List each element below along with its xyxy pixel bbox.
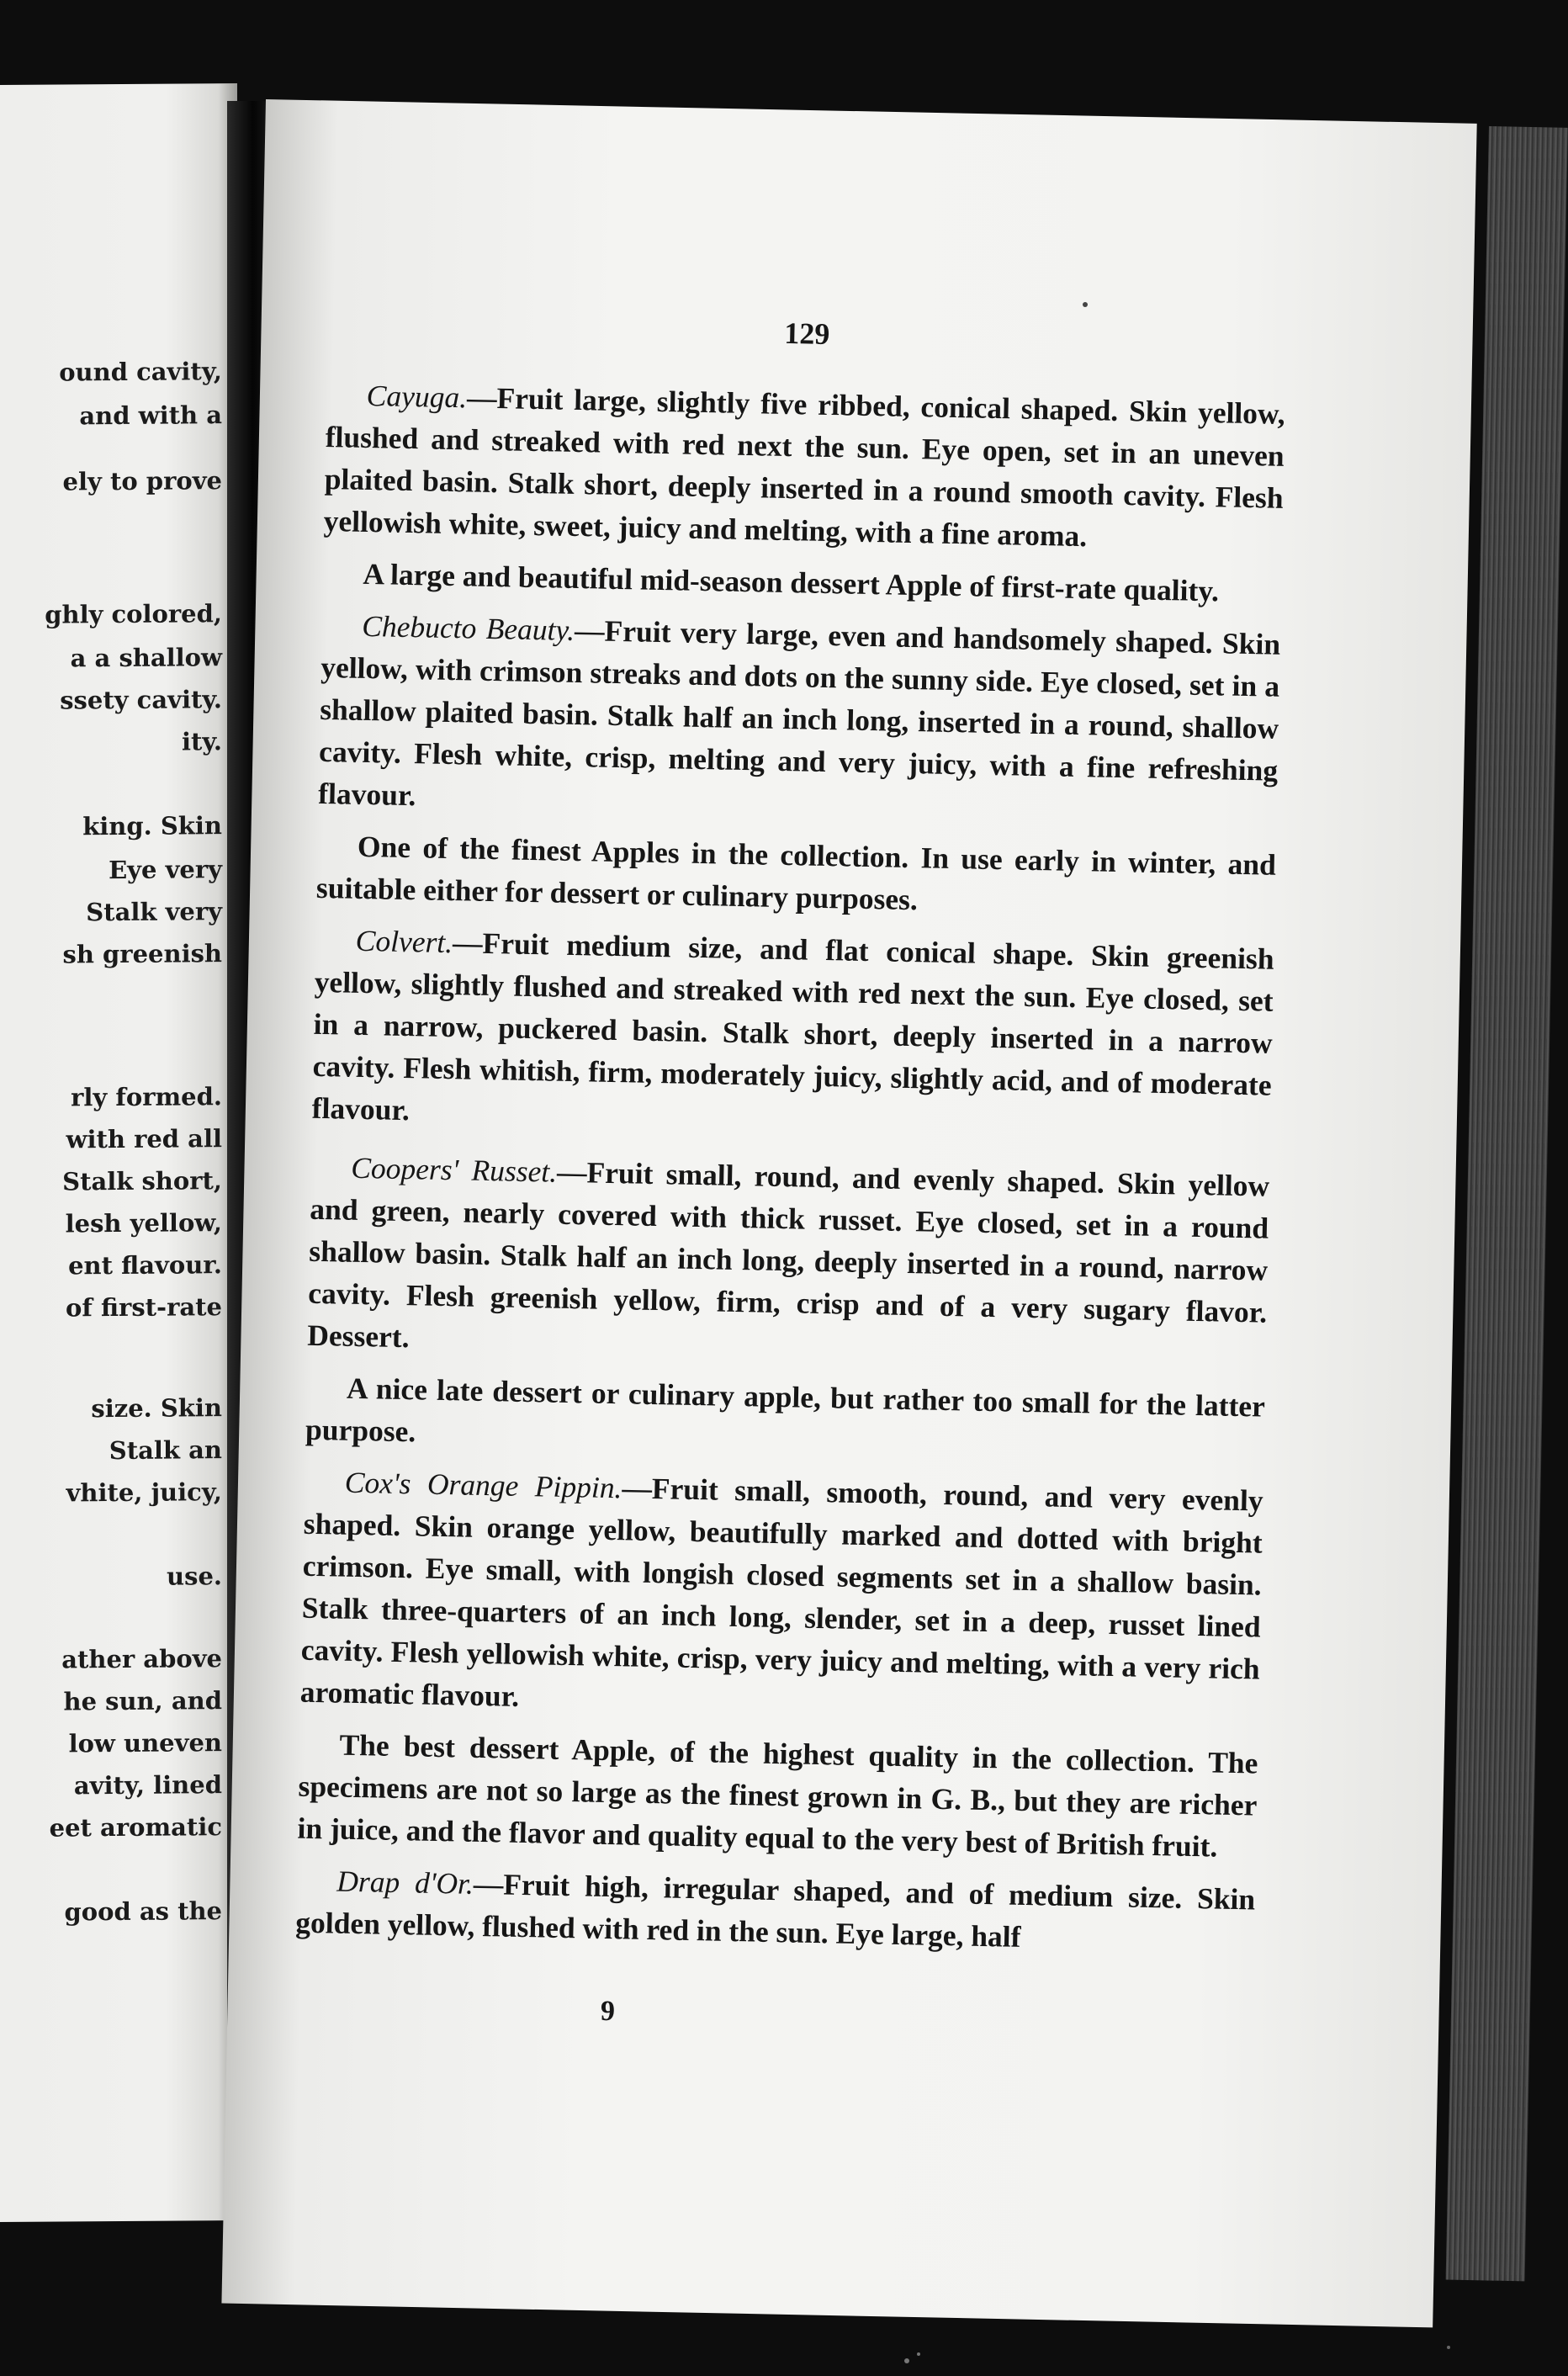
left-page-line: ather above — [61, 1644, 222, 1674]
entry-description: —Fruit high, irregular shaped, and of medium size. Skin golden yellow, flushed with red in the sun. Eye large, half — [294, 1866, 1256, 1954]
left-page-line: king. Skin — [82, 811, 222, 841]
entry-description: —Fruit very large, even and handsomely shaped. Skin yellow, with crimson streaks and dots on the sunny side. Eye closed, set in a shallow plaited basin. Stalk half an inch long, inserted in a round, shallow cavity. Flesh white, crisp, melting and very juicy, with a fine refreshing flavour. — [317, 613, 1281, 813]
entry-chebucto-beauty — [318, 604, 1281, 834]
left-page-line: avity, lined — [73, 1770, 222, 1801]
entry-description: —Fruit medium size, and flat conical shape. Skin greenish yellow, slightly flushed and streaked with red next the sun. Eye closed, set in a narrow, puckered basin. Stalk short, deeply inserted in a narrow cavity. Flesh whitish, firm, moderately juicy, slightly acid, and of moderate flavour. — [311, 925, 1274, 1127]
left-page-line: good as the — [64, 1896, 222, 1927]
left-page-line: lesh yellow, — [65, 1208, 222, 1238]
page-number: 129 — [783, 316, 830, 351]
left-page-text — [0, 357, 237, 1927]
entry-title: Cox's Orange Pippin. — [344, 1465, 622, 1505]
left-page-line: use. — [167, 1562, 222, 1591]
left-page-line: with red all — [66, 1124, 222, 1154]
left-page-line: ound cavity, — [59, 357, 222, 387]
left-page-line: eet aromatic — [49, 1812, 222, 1843]
left-page-line: ely to prove — [62, 466, 222, 496]
dust-speck — [904, 2358, 909, 2363]
left-page-fragment — [0, 83, 237, 2222]
left-page-line: ssety cavity. — [60, 685, 222, 715]
entry-coopers-russet — [307, 1146, 1270, 1376]
entry-title: Colvert. — [355, 923, 453, 960]
left-page-line: he sun, and — [63, 1686, 222, 1716]
left-page-line: ity. — [181, 727, 222, 756]
entry-drap-dor — [295, 1859, 1256, 1963]
left-page-line: Stalk short, — [62, 1166, 222, 1196]
entry-note: A large and beautiful mid-season dessert Apple of first-rate quality. — [363, 556, 1220, 608]
left-page-line: Stalk an — [109, 1435, 222, 1466]
entry-title: Cayuga. — [366, 378, 468, 415]
left-page-line: ghly colored, — [45, 599, 222, 629]
entry-coxs-orange-pippin — [299, 1461, 1263, 1732]
left-page-line: and with a — [79, 400, 222, 431]
entry-cayuga — [323, 374, 1285, 561]
entry-note: The best dessert Apple, of the highest quality in the collection. The specimens are not so large as the finest grown in G. B., but they are richer in juice, and the flavor and quality equal to the very best of British fruit. — [297, 1727, 1258, 1864]
left-page-line: ent flavour. — [68, 1250, 222, 1281]
entry-title: Coopers' Russet. — [350, 1150, 558, 1189]
dust-speck — [1447, 2346, 1450, 2349]
left-page-line: rly formed. — [71, 1082, 222, 1112]
entry-description: —Fruit large, slightly five ribbed, conical shaped. Skin yellow, flushed and streaked with red next the sun. Eye open, set in an uneven plaited basin. Stalk short, deeply inserted in a round smooth cavity. Flesh yellowish white, sweet, juicy and melting, with a fine aroma. — [323, 380, 1285, 554]
left-page-line: sh greenish — [62, 939, 222, 969]
entry-description: —Fruit small, round, and evenly shaped. Skin yellow and green, nearly covered with thick russet. Eye closed, set in a round shallow basin. Stalk half an inch long, deeply inserted in a round, narrow cavity. Flesh greenish yellow, firm, crisp and of a very sugary flavor. Dessert. — [306, 1154, 1270, 1355]
entry-description: —Fruit small, smooth, round, and very evenly shaped. Skin orange yellow, beautifully marked and dotted with bright crimson. Eye small, with longish closed segments set in a shallow basin. Stalk three-quarters of an inch long, slender, set in a deep, russet lined cavity. Flesh yellowish white, crisp, very juicy and melting, with a very rich aromatic flavour. — [299, 1471, 1264, 1713]
left-page-line: Stalk very — [86, 897, 222, 927]
entry-note: One of the finest Apples in the collection. In use early in winter, and suitable either for dessert or culinary purposes. — [315, 829, 1277, 917]
right-page-text — [295, 303, 1287, 1972]
entry-colvert — [311, 919, 1274, 1148]
dust-speck — [917, 2352, 920, 2356]
left-page-line: of first-rate — [66, 1292, 222, 1323]
left-page-line: Eye very — [109, 855, 222, 885]
entry-note: A nice late dessert or culinary apple, but rather too small for the latter purpose. — [305, 1371, 1266, 1449]
entry-title: Chebucto Beauty. — [361, 608, 575, 647]
left-page-line: a a shallow — [70, 643, 222, 673]
signature-mark: 9 — [600, 1995, 616, 2028]
left-page-line: vhite, juicy, — [66, 1477, 222, 1508]
entry-title: Drap d'Or. — [336, 1864, 474, 1901]
left-page-line: low uneven — [68, 1728, 222, 1758]
left-page-line: size. Skin — [91, 1393, 222, 1424]
